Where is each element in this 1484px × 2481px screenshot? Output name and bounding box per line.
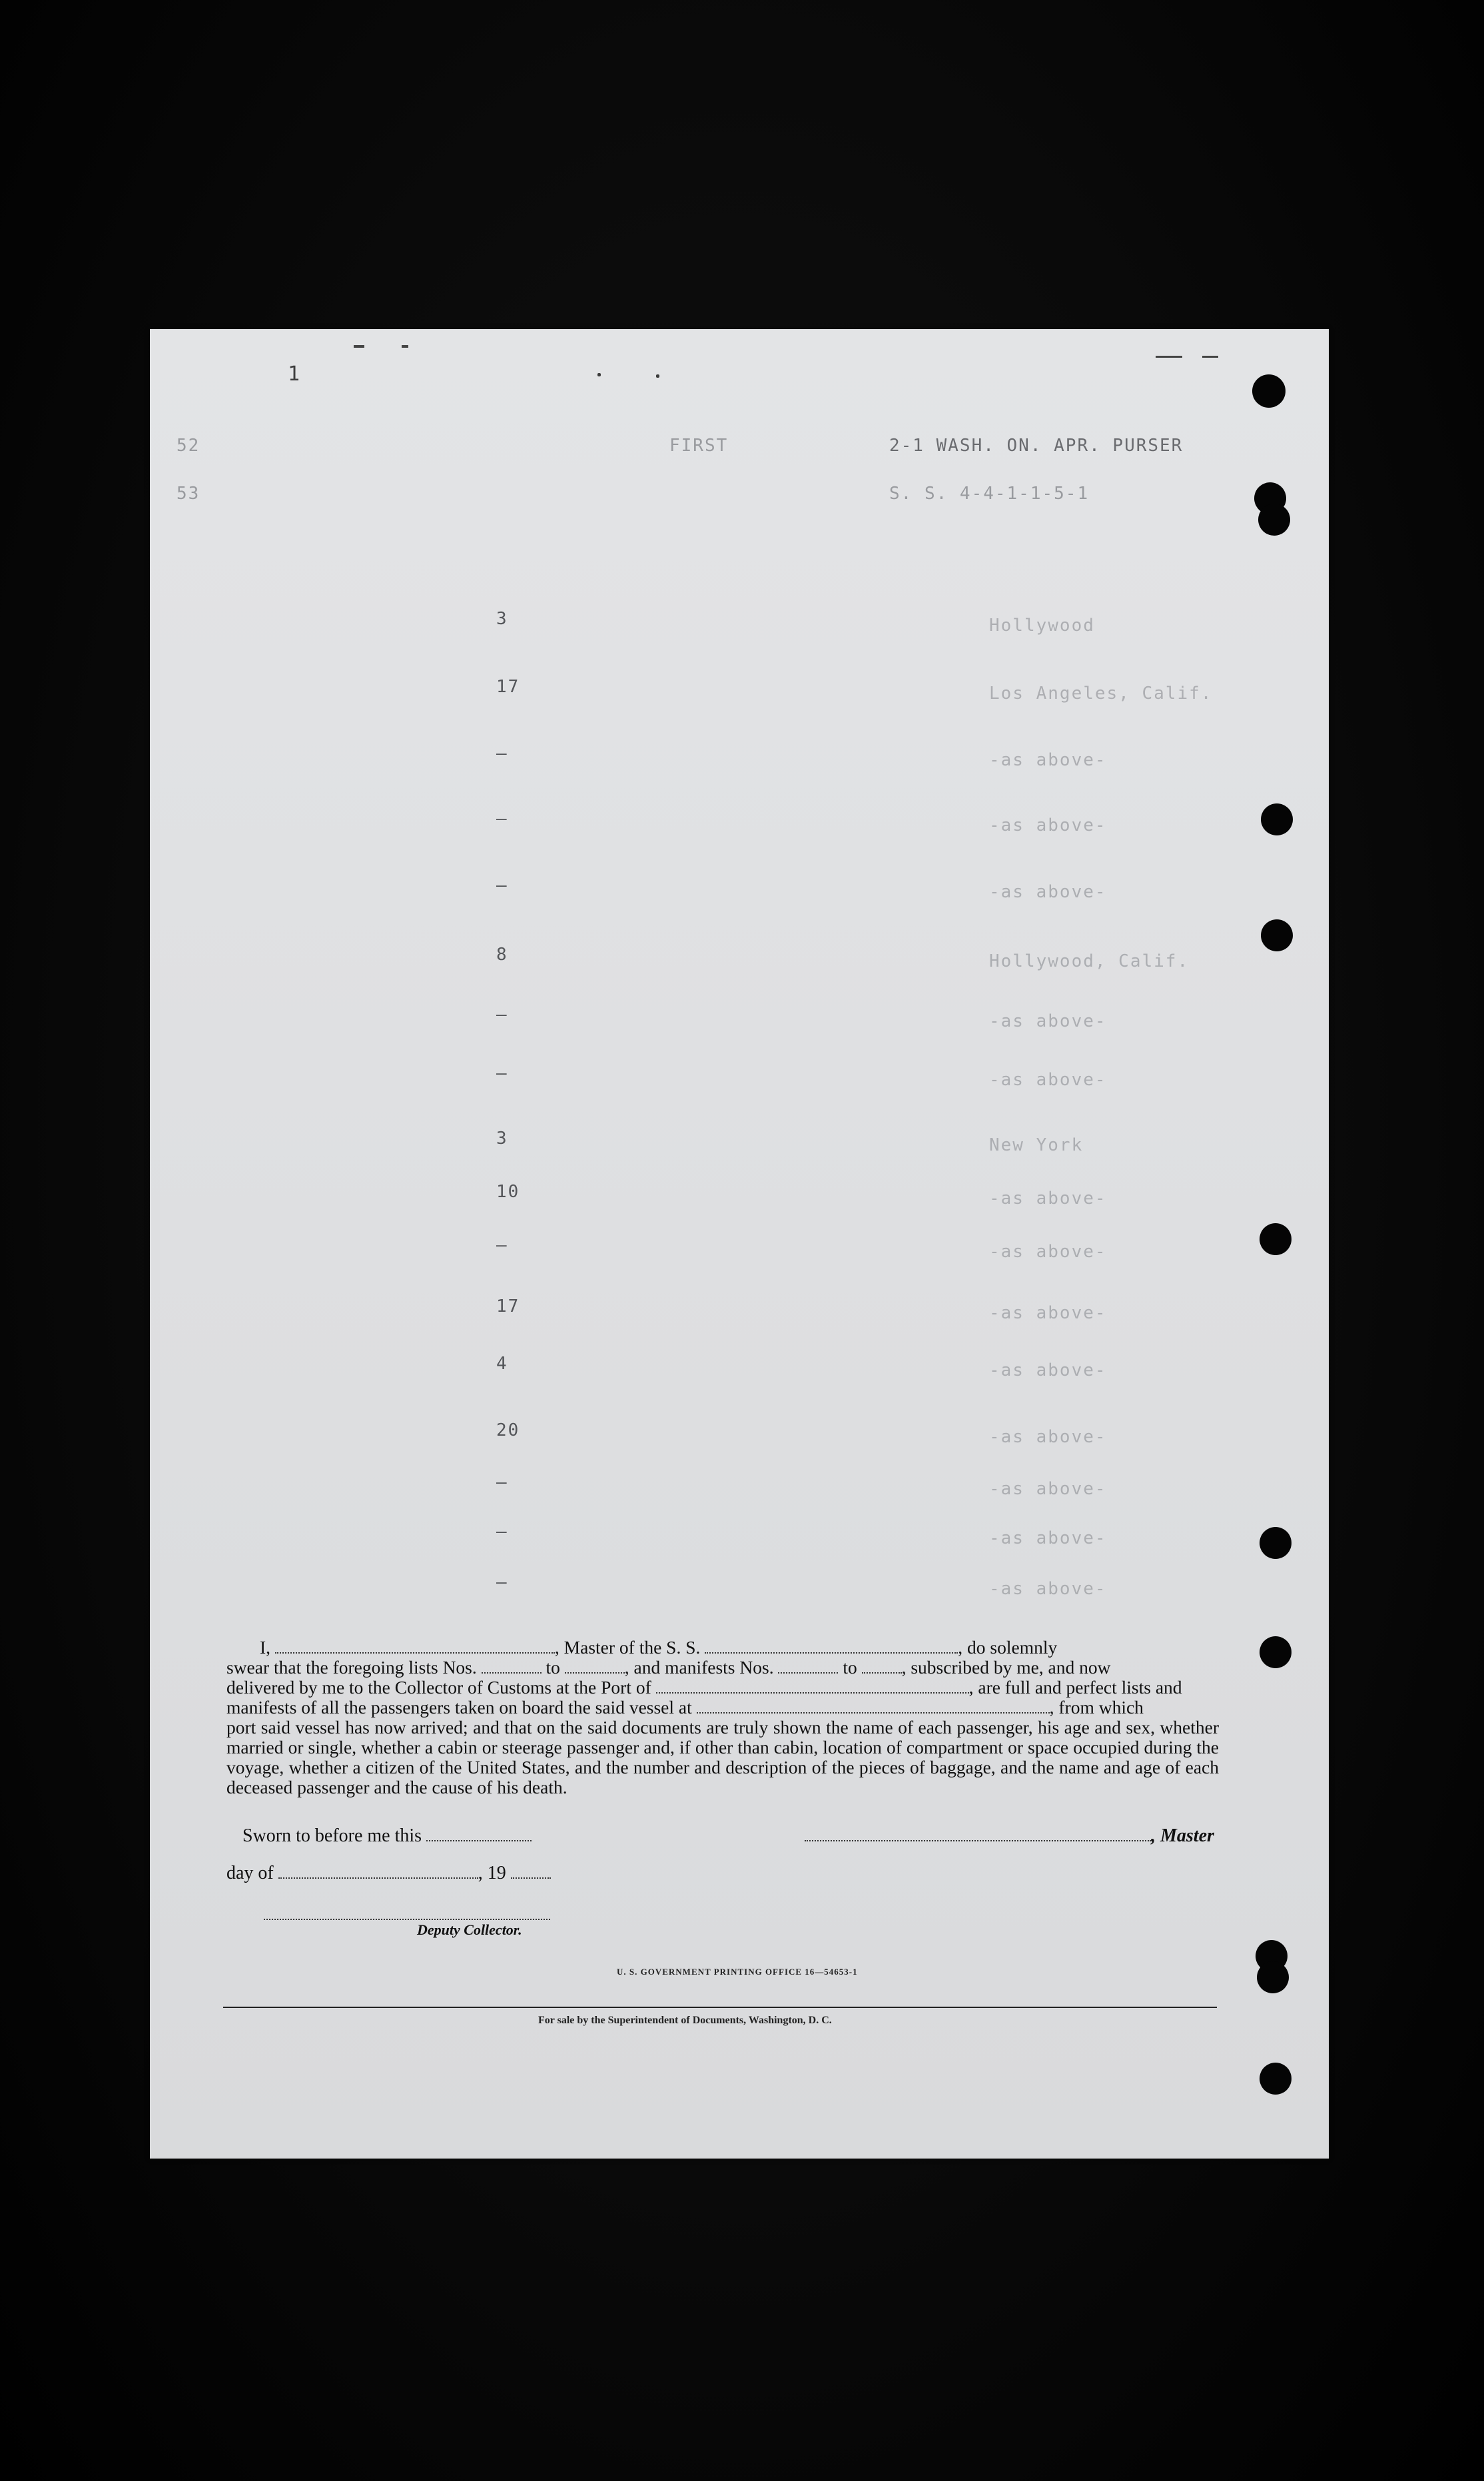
manifest-from-blank[interactable] xyxy=(778,1659,838,1674)
manifest-page xyxy=(150,329,1329,2159)
footer-rule xyxy=(223,2007,1217,2008)
master-oath xyxy=(226,1638,1219,1797)
entry-address: -as above- xyxy=(989,1303,1107,1323)
entry-address: -as above- xyxy=(989,1011,1107,1031)
entry-number: – xyxy=(496,1063,508,1083)
entry-number: 3 xyxy=(496,609,508,629)
entry-address: New York xyxy=(989,1135,1084,1155)
ink-mark xyxy=(402,345,408,348)
oath-full: , are full and perfect lists and xyxy=(968,1677,1182,1698)
punch-hole xyxy=(1260,1636,1292,1668)
deputy-line xyxy=(264,1904,550,1920)
entry-address: Hollywood xyxy=(989,616,1095,636)
entry-number: – xyxy=(496,875,508,895)
oath-master-ss: , Master of the S. S. xyxy=(554,1637,701,1658)
punch-hole xyxy=(1260,1527,1292,1559)
sworn-label: Sworn to before me this xyxy=(242,1825,422,1846)
sworn-blank[interactable] xyxy=(426,1825,532,1841)
entry-number: – xyxy=(496,809,508,829)
header-mid-1: FIRST xyxy=(669,436,729,456)
deputy-label: Deputy Collector. xyxy=(417,1921,522,1938)
entry-number: – xyxy=(496,1572,508,1592)
port-blank[interactable] xyxy=(656,1679,969,1694)
header-right-2: S. S. 4-4-1-1-5-1 xyxy=(889,484,1090,504)
vessel-name-blank[interactable] xyxy=(705,1639,958,1654)
entry-number: 4 xyxy=(496,1354,508,1374)
page-number: 1 xyxy=(288,362,302,386)
master-label: , Master xyxy=(1151,1825,1214,1846)
header-left-1: 52 xyxy=(177,436,200,456)
entry-address: -as above- xyxy=(989,1360,1107,1380)
oath-from-which: , from which xyxy=(1049,1697,1144,1718)
header-right-1: 2-1 WASH. ON. APR. PURSER xyxy=(889,436,1184,456)
entry-number: 3 xyxy=(496,1129,508,1149)
oath-subscribed: , subscribed by me, and now xyxy=(901,1657,1111,1678)
entry-number: 20 xyxy=(496,1420,520,1440)
oath-to-2: to xyxy=(843,1657,857,1678)
entry-number: – xyxy=(496,1005,508,1025)
entry-address: -as above- xyxy=(989,750,1107,770)
entry-address: Hollywood, Calif. xyxy=(989,951,1190,971)
ink-mark xyxy=(354,345,364,348)
embark-port-blank[interactable] xyxy=(697,1699,1050,1714)
ink-mark xyxy=(1202,356,1218,358)
punch-hole xyxy=(1261,919,1293,951)
master-signature-line xyxy=(805,1825,1214,1847)
oath-solemnly: , do solemnly xyxy=(958,1637,1058,1658)
oath-lists: swear that the foregoing lists Nos. xyxy=(226,1657,477,1678)
entry-number: 8 xyxy=(496,945,508,965)
entry-number: 17 xyxy=(496,677,520,697)
entry-number: 17 xyxy=(496,1296,520,1316)
entry-address: -as above- xyxy=(989,1070,1107,1090)
entry-address: -as above- xyxy=(989,1242,1107,1262)
entry-address: -as above- xyxy=(989,1528,1107,1548)
date-line xyxy=(226,1863,551,1884)
oath-body: port said vessel has now arrived; and that on the said documents are truly shown the name of each passenger, his age and sex, whether married or single, whether a cabin or steerage passenger and, if other than cabin, location of compartment or space occupied during the voyage, whether a citizen of the United States, and the number and description of the pieces of baggage, and the name and age of each deceased passenger and the cause of his death. xyxy=(226,1717,1219,1797)
punch-hole xyxy=(1257,1961,1289,1993)
year-blank[interactable] xyxy=(511,1863,551,1879)
sworn-line xyxy=(242,1825,532,1847)
ink-mark xyxy=(1156,356,1182,358)
header-left-2: 53 xyxy=(177,484,200,504)
entry-address: -as above- xyxy=(989,882,1107,902)
entry-number: – xyxy=(496,1522,508,1542)
oath-i: I, xyxy=(260,1637,271,1658)
ink-dot xyxy=(656,374,659,378)
entry-address: -as above- xyxy=(989,1189,1107,1209)
oath-collector: delivered by me to the Collector of Customs at the Port of xyxy=(226,1677,651,1698)
entry-number: – xyxy=(496,744,508,763)
deputy-signature-blank[interactable] xyxy=(264,1904,550,1920)
punch-hole xyxy=(1260,1223,1292,1255)
day-blank[interactable] xyxy=(278,1863,478,1879)
oath-to-1: to xyxy=(546,1657,560,1678)
entry-address: -as above- xyxy=(989,815,1107,835)
punch-hole xyxy=(1261,803,1293,835)
day-of-label: day of xyxy=(226,1863,274,1883)
printing-office: U. S. GOVERNMENT PRINTING OFFICE 16—54653-1 xyxy=(617,1967,858,1977)
manifest-to-blank[interactable] xyxy=(862,1659,902,1674)
oath-manifests: , and manifests Nos. xyxy=(624,1657,774,1678)
entry-address: -as above- xyxy=(989,1479,1107,1499)
year-label: , 19 xyxy=(478,1863,506,1883)
footer-text: For sale by the Superintendent of Documents, Washington, D. C. xyxy=(538,2015,832,2026)
punch-hole xyxy=(1252,374,1286,408)
entry-address: -as above- xyxy=(989,1427,1107,1447)
ink-dot xyxy=(597,373,601,376)
punch-hole xyxy=(1260,2063,1292,2095)
master-signature-blank[interactable] xyxy=(805,1825,1151,1841)
punch-hole xyxy=(1258,504,1290,536)
entry-address: Los Angeles, Calif. xyxy=(989,684,1213,704)
list-to-blank[interactable] xyxy=(565,1659,625,1674)
entry-address: -as above- xyxy=(989,1579,1107,1599)
entry-number: – xyxy=(496,1472,508,1492)
list-from-blank[interactable] xyxy=(482,1659,542,1674)
entry-number: 10 xyxy=(496,1182,520,1202)
oath-manifests-all: manifests of all the passengers taken on board the said vessel at xyxy=(226,1697,692,1718)
master-name-blank[interactable] xyxy=(275,1639,555,1654)
entry-number: – xyxy=(496,1235,508,1255)
